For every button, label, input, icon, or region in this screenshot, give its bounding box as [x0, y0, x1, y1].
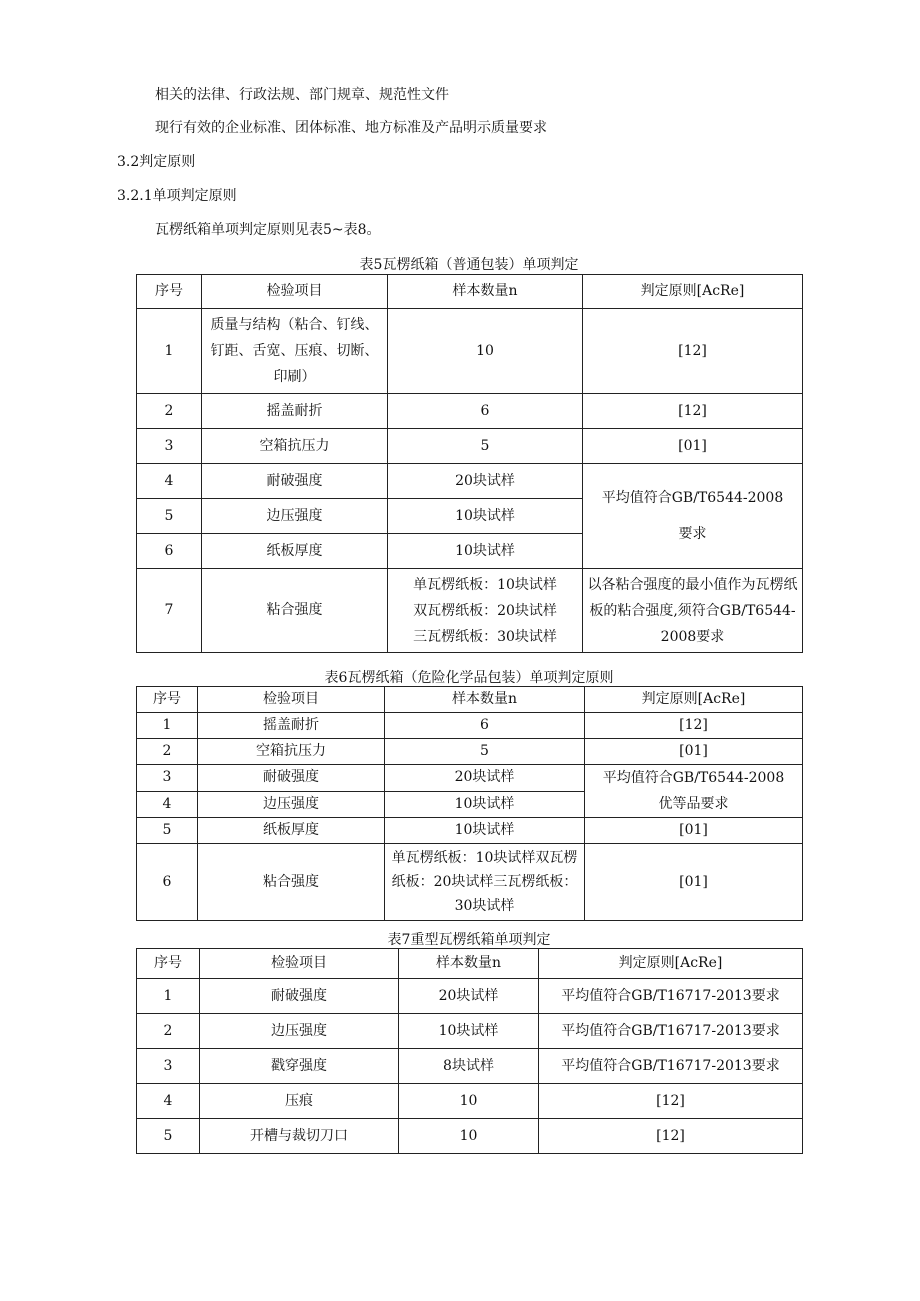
table-row: 7 粘合强度 单瓦楞纸板：10块试样 双瓦楞纸板：20块试样 三瓦楞纸板：30块试样 以各粘合强度的最小值作为瓦楞纸板的粘合强度,须符合GB/T6544-2008要求 — [137, 569, 803, 653]
table7 — [136, 948, 803, 1154]
table-row: 4 压痕 10 [12] — [137, 1084, 803, 1119]
table5-caption: 表5瓦楞纸箱（普通包装）单项判定 — [359, 257, 579, 273]
header-no: 序号 — [137, 275, 202, 309]
heading-3-2-1: 3.2.1单项判定原则 — [117, 188, 237, 204]
table-row: 2 摇盖耐折 6 [12] — [137, 394, 803, 429]
header-n: 样本数量n — [388, 275, 583, 309]
table7-caption: 表7重型瓦楞纸箱单项判定 — [387, 932, 551, 948]
table-row: 4 边压强度 10块试样 — [137, 791, 803, 818]
table-row: 3 耐破强度 20块试样 平均值符合GB/T6544-2008 优等品要求 — [137, 765, 803, 792]
table-row: 2 边压强度 10块试样 平均值符合GB/T16717-2013要求 — [137, 1014, 803, 1049]
table-row: 1 摇盖耐折 6 [12] — [137, 713, 803, 739]
intro-paragraph: 瓦楞纸箱单项判定原则见表5~表8。 — [155, 222, 381, 238]
table-row: 5 纸板厚度 10块试样 [01] — [137, 818, 803, 844]
table-row: 1 耐破强度 20块试样 平均值符合GB/T16717-2013要求 — [137, 979, 803, 1014]
table-row: 6 纸板厚度 10块试样 — [137, 534, 803, 569]
table-row: 1 质量与结构（粘合、钉线、钉距、舌宽、压痕、切断、印刷） 10 [12] — [137, 309, 803, 394]
merged-rule-cell: 平均值符合GB/T6544-2008 要求 — [583, 464, 803, 569]
table5-header — [137, 275, 803, 309]
table6-caption: 表6瓦楞纸箱（危险化学品包装）单项判定原则 — [324, 670, 614, 686]
table6-header: 序号 检验项目 样本数量n 判定原则[AcRe] — [137, 687, 803, 713]
table-row: 2 空箱抗压力 5 [01] — [137, 739, 803, 765]
heading-3-2: 3.2判定原则 — [117, 154, 196, 170]
table5 — [136, 274, 803, 653]
paragraph-standards: 现行有效的企业标准、团体标准、地方标准及产品明示质量要求 — [155, 120, 547, 136]
table-row: 6 粘合强度 单瓦楞纸板：10块试样双瓦楞纸板：20块试样三瓦楞纸板：30块试样 [01] — [137, 844, 803, 921]
table6 — [136, 686, 803, 921]
table-row: 4 耐破强度 20块试样 平均值符合GB/T6544-2008 要求 — [137, 464, 803, 499]
table-row: 5 开槽与裁切刀口 10 [12] — [137, 1119, 803, 1154]
table-row: 3 戳穿强度 8块试样 平均值符合GB/T16717-2013要求 — [137, 1049, 803, 1084]
table-row: 5 边压强度 10块试样 — [137, 499, 803, 534]
header-rule: 判定原则[AcRe] — [583, 275, 803, 309]
header-item: 检验项目 — [202, 275, 388, 309]
table-row: 3 空箱抗压力 5 [01] — [137, 429, 803, 464]
merged-rule-cell: 平均值符合GB/T6544-2008 优等品要求 — [585, 765, 803, 818]
table7-header: 序号 检验项目 样本数量n 判定原则[AcRe] — [137, 949, 803, 979]
paragraph-laws: 相关的法律、行政法规、部门规章、规范性文件 — [155, 87, 449, 103]
